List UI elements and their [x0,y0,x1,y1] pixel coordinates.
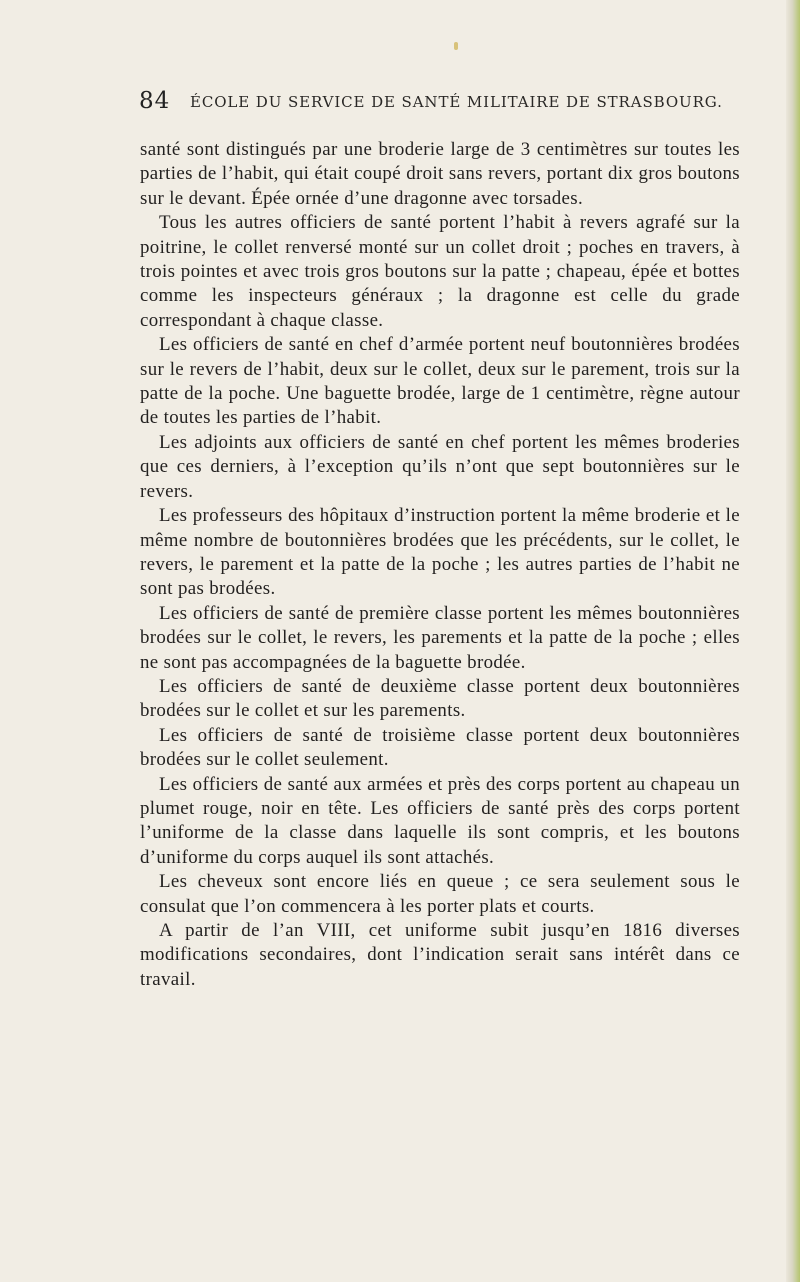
page-edge [786,0,800,1282]
running-title: ÉCOLE DU SERVICE DE SANTÉ MILITAIRE DE STRASBOURG. [190,93,723,111]
paragraph-second-class: Les officiers de santé de deuxième classe portent deux boutonnières brodées sur le collet et sur les parements. [140,675,740,722]
paragraph-third-class: Les officiers de santé de troisième classe portent deux boutonnières brodées sur le collet seulement. [140,724,740,771]
page-number: 84 [139,88,171,114]
paragraph-adjoints: Les adjoints aux officiers de santé en chef portent les mêmes broderies que ces derniers, à l’exception qu’ils n’ont que sept boutonnières sur le revers. [140,431,740,502]
paragraph-armies: Les officiers de santé aux armées et près des corps portent au chapeau un plumet rouge, noir en tête. Les officiers de santé près des corps portent l’uniforme de la classe dans laquelle ils sont compris, et les boutons d’uniforme du corps auquel ils sont attachés. [140,773,740,868]
paper-speck [454,42,458,50]
paragraph-first-class: Les officiers de santé de première classe portent les mêmes boutonnières brodées sur le collet, le revers, les parements et la patte de la poche ; elles ne sont pas accompagnées de la baguette brodée. [140,602,740,673]
paragraph-other-officers: Tous les autres officiers de santé portent l’habit à revers agrafé sur la poitrine, le collet renversé monté sur un collet droit ; poches en travers, à trois pointes et avec trois gros boutons sur la patte ; chapeau, épée et bottes comme les inspecteurs généraux ; la dragonne est celle du grade correspondant à chaque classe. [140,212,740,331]
paragraph-continuation: santé sont distingués par une broderie large de 3 centimètres sur toutes les parties de l’habit, qui était coupé droit sans revers, portant dix gros boutons sur le devant. Épée ornée d’une dragonne avec torsades. [140,139,740,209]
body-text [140,138,740,992]
paragraph-hair: Les cheveux sont encore liés en queue ; ce sera seulement sous le consulat que l’on commencera à les porter plats et courts. [140,871,740,917]
paragraph-professors: Les professeurs des hôpitaux d’instruction portent la même broderie et le même nombre de boutonnières brodées que les précédents, sur le collet, le revers, le parement et la patte de la poche ; les autres parties de l’habit ne sont pas brodées. [140,505,740,600]
paragraph-chief-officers: Les officiers de santé en chef d’armée portent neuf boutonnières brodées sur le revers de l’habit, deux sur le collet, deux sur le parement, trois sur la patte de la poche. Une baguette brodée, large de 1 centimètre, règne autour de toutes les parties de l’habit. [140,334,740,429]
page-header [139,88,739,118]
paragraph-an-viii: A partir de l’an VIII, cet uniforme subit jusqu’en 1816 diverses modifications secondaires, dont l’indication serait sans intérêt dans ce travail. [140,920,740,990]
